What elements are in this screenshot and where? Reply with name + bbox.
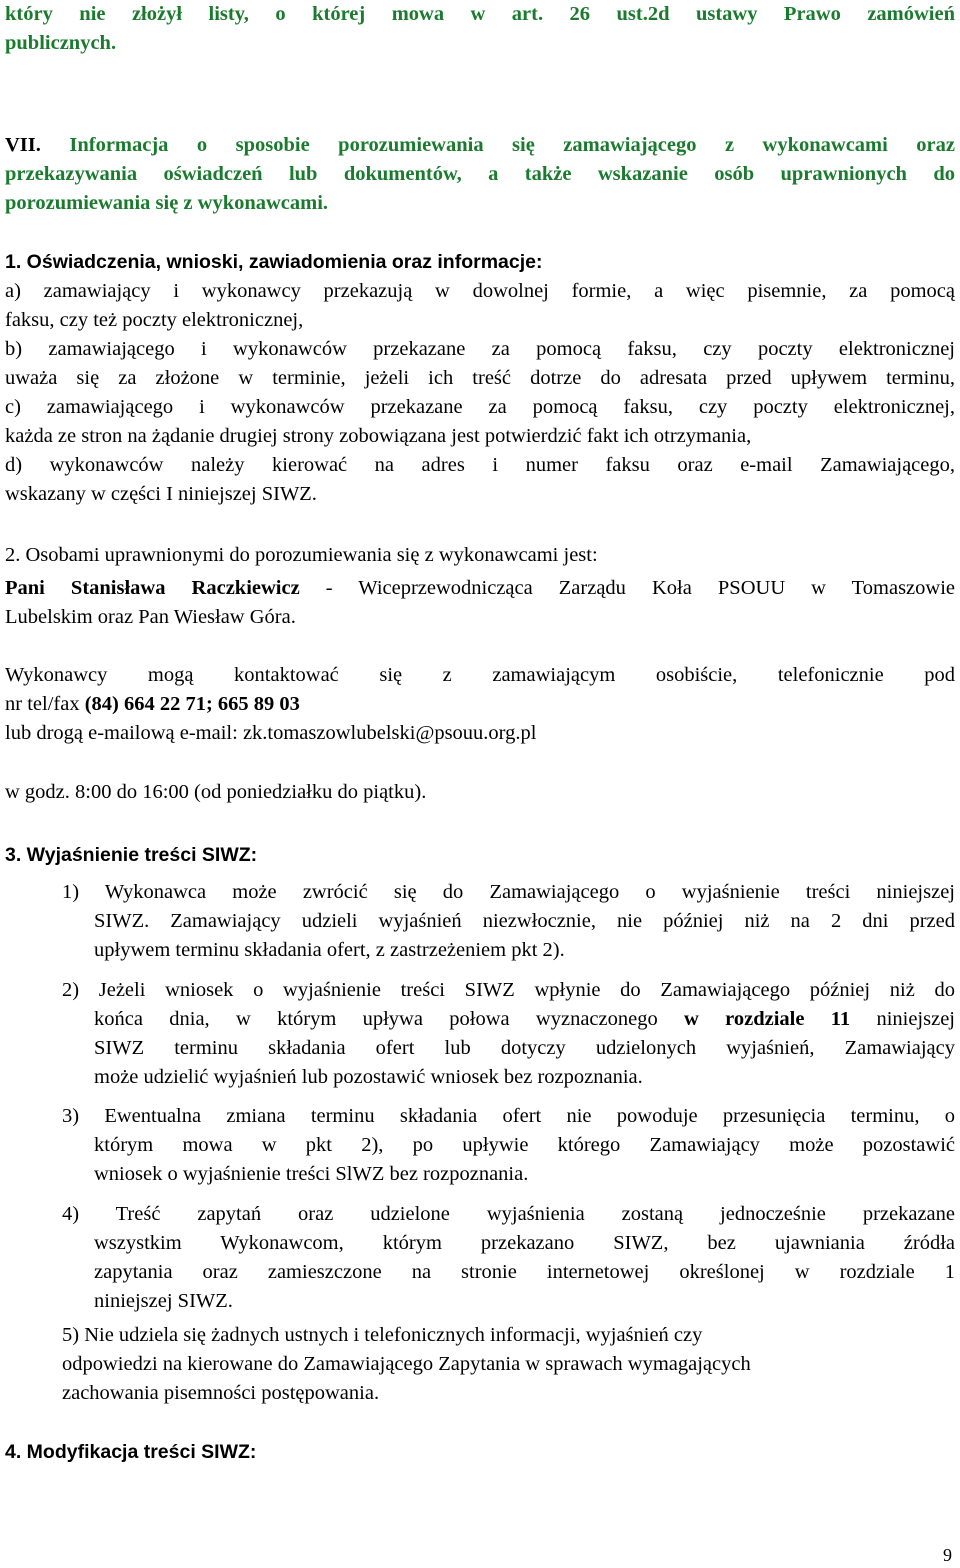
- item-5-line-1: 5) Nie udziela się żadnych ustnych i telefonicznych informacji, wyjaśnień czy: [62, 1324, 703, 1346]
- email-line: lub drogą e-mailową e-mail: zk.tomaszowlubelski@psouu.org.pl: [5, 722, 537, 744]
- point-1a-line-1: a) zamawiający i wykonawcy przekazują w dowolnej formie, a więc pisemnie, za pomocą: [5, 280, 955, 302]
- item-4-line-2: wszystkim Wykonawcom, którym przekazano SIWZ, bez ujawniania źródła: [94, 1232, 955, 1254]
- item-3-line-1: 3) Ewentualna zmiana terminu składania ofert nie powoduje przesunięcia terminu, o: [62, 1105, 955, 1127]
- authorized-person-role: - Wiceprzewodnicząca Zarządu Koła PSOUU w Tomaszowie: [299, 577, 955, 599]
- point-3-item-1: [62, 878, 955, 965]
- point-3: [5, 841, 955, 870]
- point-3-item-5: [62, 1321, 955, 1408]
- item-2-line-2a: końca dnia, w którym upływa połowa wyznaczonego: [94, 1008, 685, 1030]
- item-2-line-3: SIWZ terminu składania ofert lub dotyczy udzielonych wyjaśnień, Zamawiający: [94, 1037, 955, 1059]
- item-5-line-3: zachowania pisemności postępowania.: [62, 1382, 380, 1404]
- point-1a-line-2: faksu, czy też poczty elektronicznej,: [5, 309, 304, 331]
- point-1d-line-2: wskazany w części I niniejszej SIWZ.: [5, 483, 317, 505]
- point-3-title: 3. Wyjaśnienie treści SIWZ:: [5, 844, 258, 866]
- page-number: 9: [943, 1545, 952, 1565]
- point-3-item-4: [62, 1200, 955, 1316]
- authorized-person-name: Pani Stanisława Raczkiewicz: [5, 577, 300, 599]
- item-2-line-4: może udzielić wyjaśnień lub pozostawić wniosek bez rozpoznania.: [94, 1066, 643, 1088]
- section-heading-line-1: Informacja o sposobie porozumiewania się zamawiającego z wykonawcami oraz: [69, 134, 956, 156]
- section-heading-line-2: przekazywania oświadczeń lub dokumentów, a także wskazanie osób uprawnionych do: [5, 163, 955, 185]
- point-1c-line-2: każda ze stron na żądanie drugiej strony zobowiązana jest potwierdzić fakt ich otrzymania,: [5, 425, 752, 447]
- item-1-line-3: upływem terminu składania ofert, z zastrzeżeniem pkt 2).: [94, 939, 565, 961]
- tel-number: (84) 664 22 71; 665 89 03: [84, 693, 300, 715]
- point-1d-line-1: d) wykonawców należy kierować na adres i numer faksu oraz e-mail Zamawiającego,: [5, 454, 955, 476]
- item-2-line-2c: niniejszej: [850, 1008, 956, 1030]
- item-5-line-2: odpowiedzi na kierowane do Zamawiającego Zapytania w sprawach wymagających: [62, 1353, 751, 1375]
- item-2-chapter-ref: w rozdziale 11: [684, 1008, 851, 1030]
- item-3-line-3: wniosek o wyjaśnienie treści SlWZ bez rozpoznania.: [94, 1163, 529, 1185]
- authorized-person-line-2: Lubelskim oraz Pan Wiesław Góra.: [5, 606, 296, 628]
- office-hours: [5, 778, 955, 807]
- intro-continuation: [5, 0, 955, 58]
- intro-line-1: który nie złożył listy, o której mowa w art. 26 ust.2d ustawy Prawo zamówień: [5, 3, 955, 25]
- section-heading-line-3: porozumiewania się z wykonawcami.: [5, 192, 329, 214]
- item-4-line-1: 4) Treść zapytań oraz udzielone wyjaśnienia zostaną jednocześnie przekazane: [62, 1203, 955, 1225]
- point-1b-line-2: uważa się za złożone w terminie, jeżeli ich treść dotrze do adresata przed upływem terminu,: [5, 367, 955, 389]
- item-2-line-1: 2) Jeżeli wniosek o wyjaśnienie treści SIWZ wpłynie do Zamawiającego później niż do: [62, 979, 955, 1001]
- contact-line-1: Wykonawcy mogą kontaktować się z zamawiającym osobiście, telefonicznie pod: [5, 664, 955, 686]
- authorized-persons: [5, 574, 955, 632]
- intro-line-2: publicznych.: [5, 32, 117, 54]
- point-1b-line-1: b) zamawiającego i wykonawców przekazane za pomocą faksu, czy poczty elektronicznej: [5, 338, 955, 360]
- item-1-line-1: 1) Wykonawca może zwrócić się do Zamawiającego o wyjaśnienie treści niniejszej: [62, 881, 955, 903]
- point-1: [5, 248, 955, 509]
- point-1-title: 1. Oświadczenia, wnioski, zawiadomienia oraz informacje:: [5, 251, 543, 273]
- section-vii-heading: [5, 131, 955, 218]
- point-2-title: 2. Osobami uprawnionymi do porozumiewania się z wykonawcami jest:: [5, 544, 598, 566]
- item-3-line-2: którym mowa w pkt 2), po upływie którego Zamawiający może pozostawić: [94, 1134, 955, 1156]
- item-1-line-2: SIWZ. Zamawiający udzieli wyjaśnień niezwłocznie, nie później niż na 2 dni przed: [94, 910, 955, 932]
- contact-info: [5, 661, 955, 748]
- point-4-title: 4. Modyfikacja treści SIWZ:: [5, 1441, 257, 1463]
- item-4-line-3: zapytania oraz zamieszczone na stronie internetowej określonej w rozdziale 1: [94, 1261, 955, 1283]
- tel-label: nr tel/fax: [5, 693, 85, 715]
- item-4-line-4: niniejszej SIWZ.: [94, 1290, 233, 1312]
- point-3-item-2: [62, 976, 955, 1092]
- office-hours-line: w godz. 8:00 do 16:00 (od poniedziałku do piątku).: [5, 781, 427, 803]
- point-1c-line-1: c) zamawiającego i wykonawców przekazane za pomocą faksu, czy poczty elektronicznej,: [5, 396, 955, 418]
- point-4: [5, 1438, 955, 1467]
- section-number: VII.: [5, 134, 41, 156]
- point-3-item-3: [62, 1102, 955, 1189]
- point-2: [5, 541, 955, 570]
